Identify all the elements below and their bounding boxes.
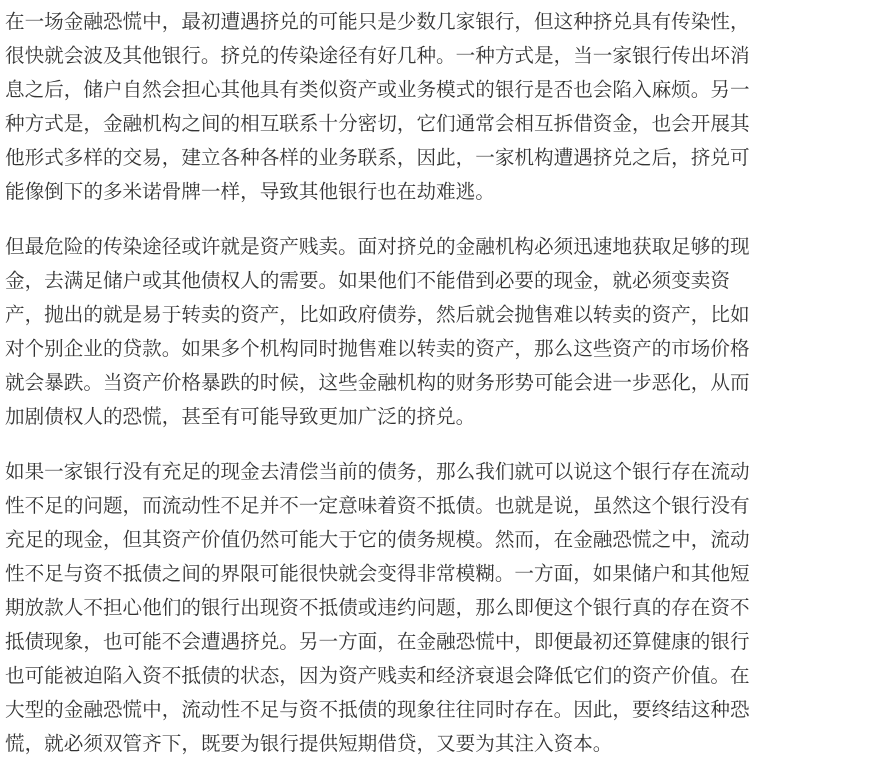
text-line: 他形式多样的交易，建立各种各样的业务联系，因此，一家机构遭遇挤兑之后，挤兑可 [5,146,750,169]
text-line: 也可能被迫陷入资不抵债的状态，因为资产贱卖和经济衰退会降低它们的资产价值。在 [5,664,750,687]
text-line: 大型的金融恐慌中，流动性不足与资不抵债的现象往往同时存在。因此，要终结这种恐 [5,698,750,721]
text-line: 在一场金融恐慌中，最初遭遇挤兑的可能只是少数几家银行，但这种挤兑具有传染性， [5,10,750,33]
text-line: 充足的现金，但其资产价值仍然可能大于它的债务规模。然而，在金融恐慌之中，流动 [5,528,750,551]
text-line: 很快就会波及其他银行。挤兑的传染途径有好几种。一种方式是，当一家银行传出坏消 [5,44,750,67]
text-line: 但最危险的传染途径或许就是资产贱卖。面对挤兑的金融机构必须迅速地获取足够的现 [5,235,750,258]
text-line: 如果一家银行没有充足的现金去清偿当前的债务，那么我们就可以说这个银行存在流动 [5,460,750,483]
text-line: 金，去满足储户或其他债权人的需要。如果他们不能借到必要的现金，就必须变卖资 [5,269,730,292]
text-line: 产，抛出的就是易于转卖的资产，比如政府债券，然后就会抛售难以转卖的资产，比如 [5,303,750,326]
text-line: 对个别企业的贷款。如果多个机构同时抛售难以转卖的资产，那么这些资产的市场价格 [5,337,750,360]
text-line: 能像倒下的多米诺骨牌一样，导致其他银行也在劫难逃。 [5,180,495,203]
text-line: 期放款人不担心他们的银行出现资不抵债或违约问题，那么即便这个银行真的存在资不 [5,596,750,619]
text-line: 抵债现象，也可能不会遭遇挤兑。另一方面，在金融恐慌中，即便最初还算健康的银行 [5,630,750,653]
text-line: 种方式是，金融机构之间的相互联系十分密切，它们通常会相互拆借资金，也会开展其 [5,112,750,135]
text-line: 息之后，储户自然会担心其他具有类似资产或业务模式的银行是否也会陷入麻烦。另一 [5,78,750,101]
text-line: 慌，就必须双管齐下，既要为银行提供短期借贷，又要为其注入资本。 [5,732,613,755]
text-line: 就会暴跌。当资产价格暴跌的时候，这些金融机构的财务形势可能会进一步恶化，从而 [5,371,750,394]
paragraph-3 [5,455,870,761]
text-line: 性不足的问题，而流动性不足并不一定意味着资不抵债。也就是说，虽然这个银行没有 [5,494,750,517]
paragraph-1 [5,5,870,209]
paragraph-2 [5,230,870,434]
text-line: 性不足与资不抵债之间的界限可能很快就会变得非常模糊。一方面，如果储户和其他短 [5,562,750,585]
text-line: 加剧债权人的恐慌，甚至有可能导致更加广泛的挤兑。 [5,405,476,428]
